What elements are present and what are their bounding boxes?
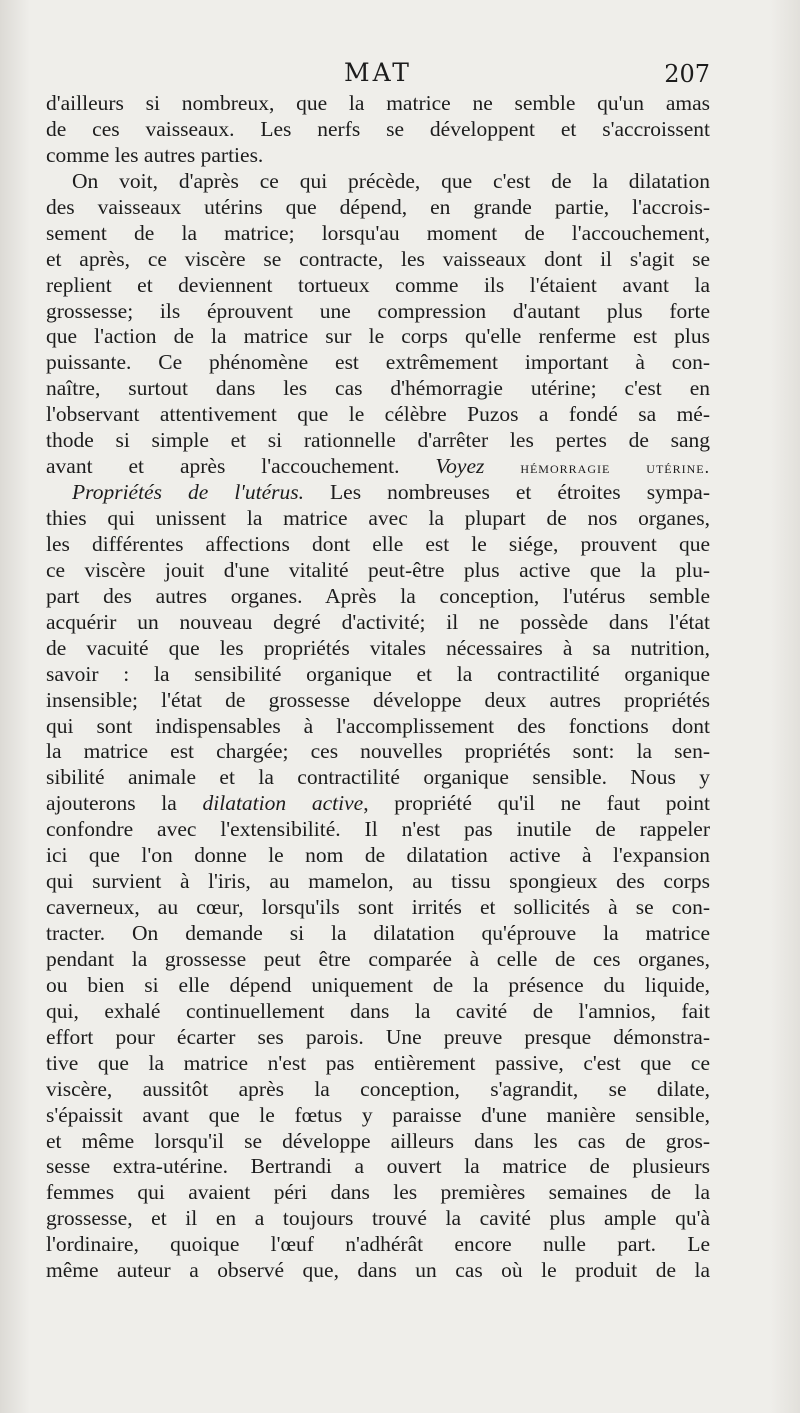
text-line: replient et deviennent tortueux comme ils l'étaient avant la bbox=[46, 272, 710, 297]
text-line: tracter. On demande si la dilatation qu'éprouve la matrice bbox=[46, 921, 710, 945]
text-line: thode si simple et si rationnelle d'arrêter les pertes de sang bbox=[46, 428, 710, 453]
text-line: ou bien si elle dépend uniquement de la présence du liquide, bbox=[46, 972, 710, 997]
text-line: s'épaissit avant que le fœtus y paraisse d'une manière sensible, bbox=[46, 1102, 710, 1127]
page-number: 207 bbox=[664, 60, 710, 88]
text-line: femmes qui avaient péri dans les premières semaines de la bbox=[46, 1180, 710, 1205]
text-line: sesse extra-utérine. Bertrandi a ouvert la matrice de plusieurs bbox=[46, 1154, 710, 1179]
paragraph-start-line: On voit, d'après ce qui précède, que c'est de la dilatation bbox=[72, 168, 710, 193]
voyez-label: Voyez bbox=[435, 454, 485, 479]
text-line: grossesse; ils éprouvent une compression d'autant plus forte bbox=[46, 298, 710, 323]
text-line: d'ailleurs si nombreux, que la matrice ne semble qu'un amas bbox=[46, 91, 710, 115]
text-line: l'ordinaire, quoique l'œuf n'adhérât encore nulle part. Le bbox=[46, 1232, 710, 1257]
section-heading: Propriétés de l'utérus. bbox=[72, 480, 305, 505]
text-line: acquérir un nouveau degré d'activité; il ne possède dans l'état bbox=[46, 609, 710, 634]
text-line: ce viscère jouit d'une vitalité peut-être plus active que la plu- bbox=[46, 557, 710, 582]
text-line: qui sont indispensables à l'accomplissement des fonctions dont bbox=[46, 713, 710, 738]
text-line: les différentes affections dont elle est le siége, prouvent que bbox=[46, 531, 710, 556]
cross-reference: hémorragie utérine. bbox=[520, 457, 711, 478]
text-line: caverneux, au cœur, lorsqu'ils sont irrités et sollicités à se con- bbox=[46, 895, 710, 920]
text-line: même auteur a observé que, dans un cas où le produit de la bbox=[46, 1258, 710, 1283]
text-line: sibilité animale et la contractilité organique sensible. Nous y bbox=[46, 765, 710, 790]
text-line: qui, exhalé continuellement dans la cavité de l'amnios, fait bbox=[46, 998, 710, 1023]
line-text-tail: , propriété qu'il ne faut point bbox=[363, 791, 710, 816]
text-line: comme les autres parties. bbox=[46, 142, 264, 167]
emphasis-dilatation-active: dilatation active bbox=[202, 791, 364, 816]
text-line: naître, surtout dans les cas d'hémorragie utérine; c'est en bbox=[46, 376, 710, 401]
text-line: qui survient à l'iris, au mamelon, au tissu spongieux des corps bbox=[46, 869, 710, 894]
text-line: insensible; l'état de grossesse développe deux autres propriétés bbox=[46, 687, 710, 712]
text-line: confondre avec l'extensibilité. Il n'est pas inutile de rappeler bbox=[46, 817, 710, 842]
text-line: la matrice est chargée; ces nouvelles propriétés sont: la sen- bbox=[46, 739, 710, 764]
text-line: pendant la grossesse peut être comparée à celle de ces organes, bbox=[46, 946, 710, 971]
text-line: viscère, aussitôt après la conception, s'agrandit, se dilate, bbox=[46, 1076, 710, 1101]
text-line: et après, ce viscère se contracte, les vaisseaux dont il s'agit se bbox=[46, 246, 710, 271]
line-text: avant et après l'accouchement. bbox=[46, 454, 400, 479]
text-line: et même lorsqu'il se développe ailleurs dans les cas de gros- bbox=[46, 1128, 710, 1153]
text-line: sement de la matrice; lorsqu'au moment de l'accouchement, bbox=[46, 220, 710, 245]
running-head: MAT bbox=[344, 58, 412, 87]
page-header bbox=[46, 58, 710, 88]
text-line: de vacuité que les propriétés vitales nécessaires à sa nutrition, bbox=[46, 635, 710, 660]
text-line: l'observant attentivement que le célèbre Puzos a fondé sa mé- bbox=[46, 402, 710, 427]
text-line: de ces vaisseaux. Les nerfs se développent et s'accroissent bbox=[46, 116, 710, 141]
text-line: grossesse, et il en a toujours trouvé la cavité plus ample qu'à bbox=[46, 1206, 710, 1231]
text-line: part des autres organes. Après la conception, l'utérus semble bbox=[46, 583, 710, 608]
text-line: savoir : la sensibilité organique et la contractilité organique bbox=[46, 661, 710, 686]
text-line: ici que l'on donne le nom de dilatation active à l'expansion bbox=[46, 843, 710, 868]
text-line: tive que la matrice n'est pas entièrement passive, c'est que ce bbox=[46, 1050, 710, 1075]
line-text: ajouterons la bbox=[46, 791, 177, 816]
text-line-with-cross-reference bbox=[46, 454, 710, 480]
text-line: thies qui unissent la matrice avec la plupart de nos organes, bbox=[46, 506, 710, 530]
section-start-line bbox=[46, 480, 710, 506]
section-lead-text: Les nombreuses et étroites sympa- bbox=[304, 480, 710, 505]
text-line-with-emphasis bbox=[46, 791, 710, 817]
text-line: que l'action de la matrice sur le corps qu'elle renferme est plus bbox=[46, 324, 710, 349]
text-line: effort pour écarter ses parois. Une preuve presque démonstra- bbox=[46, 1024, 710, 1049]
text-line: puissante. Ce phénomène est extrêmement important à con- bbox=[46, 350, 710, 375]
text-line: des vaisseaux utérins que dépend, en grande partie, l'accrois- bbox=[46, 194, 710, 219]
body-text bbox=[46, 91, 710, 1284]
